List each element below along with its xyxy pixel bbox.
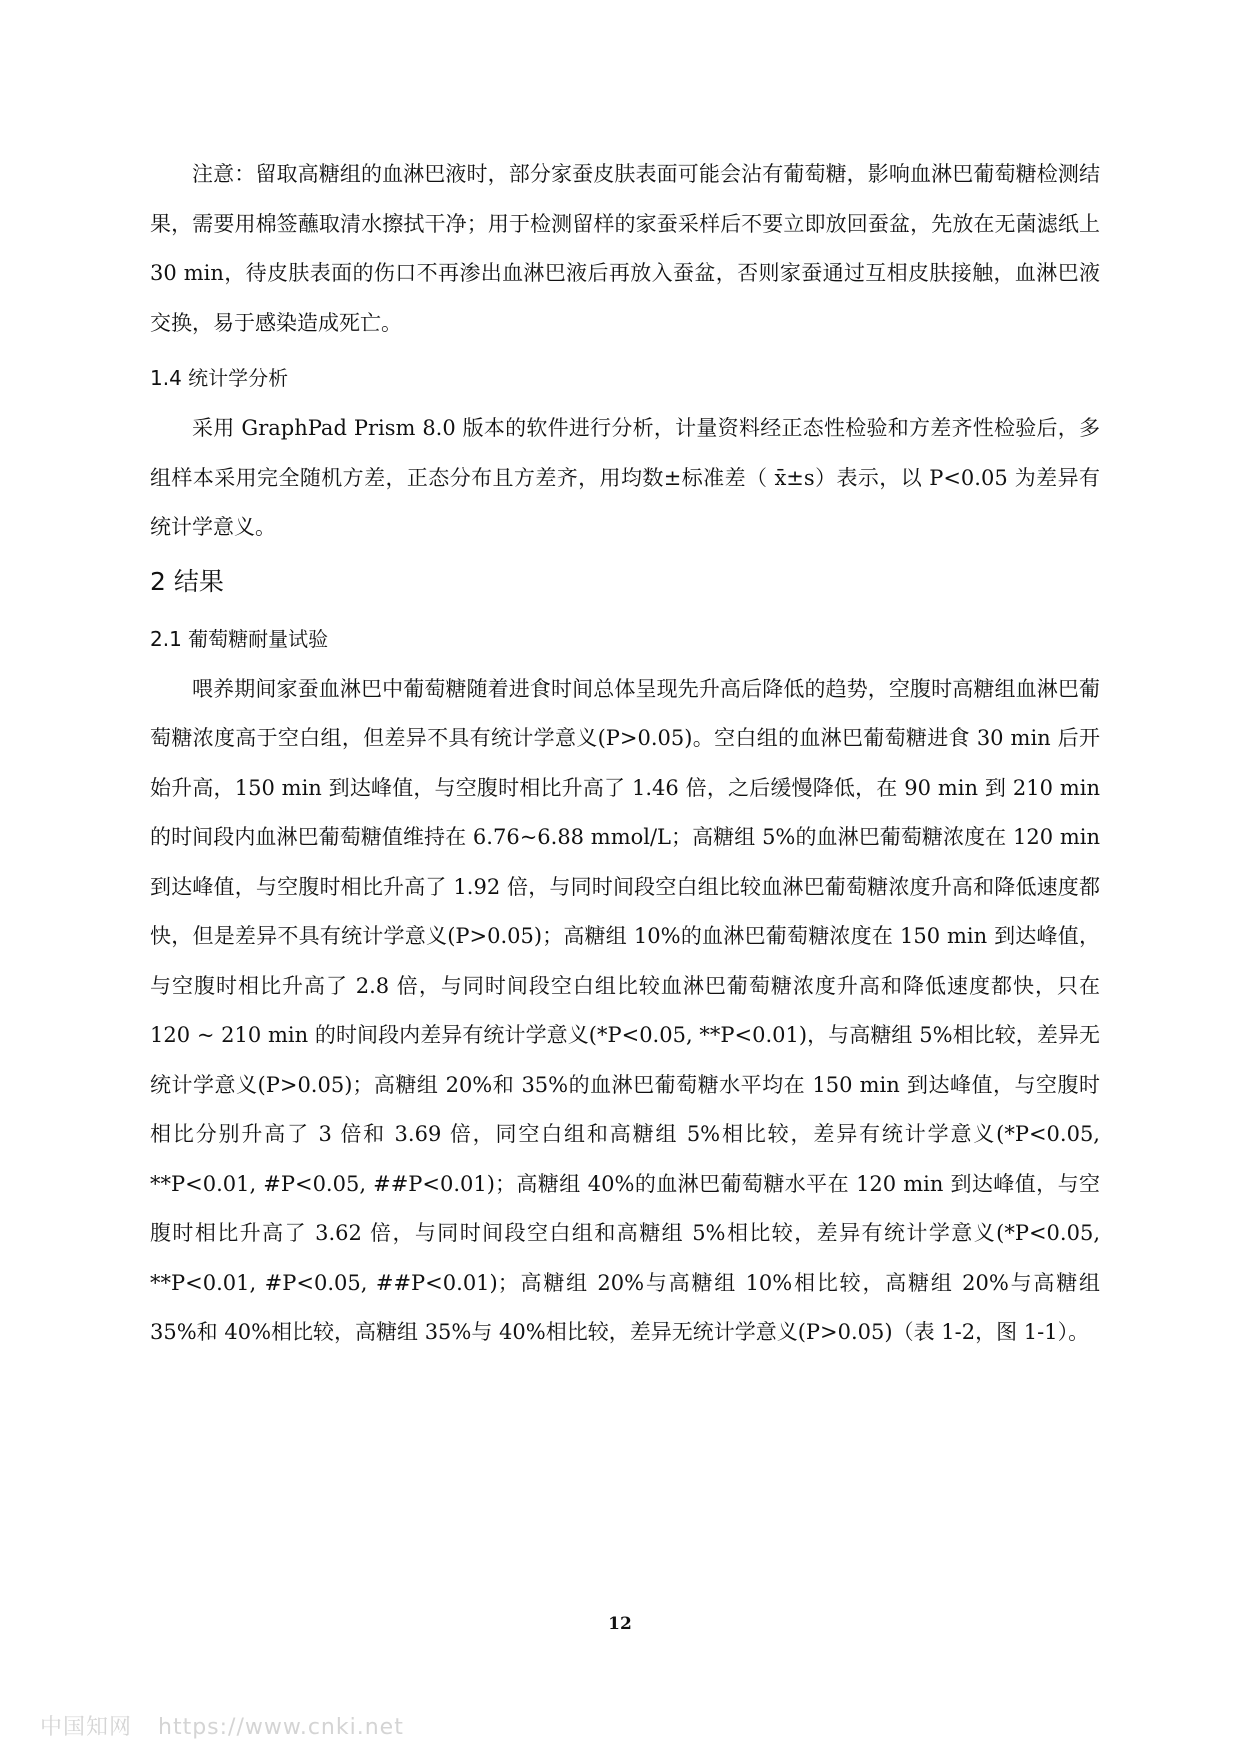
chapter-heading-results: 2 结果	[150, 566, 224, 596]
cnki-watermark	[40, 1710, 430, 1741]
watermark-url: https://www.cnki.net	[158, 1715, 404, 1740]
page-number: 12	[608, 1614, 632, 1634]
section-heading-glucose-tolerance: 2.1 葡萄糖耐量试验	[150, 626, 329, 651]
note-paragraph: 注意：留取高糖组的血淋巴液时，部分家蚕皮肤表面可能会沾有葡萄糖，影响血淋巴葡萄糖检测结果，需要用棉签蘸取清水擦拭干净；用于检测留样的家蚕采样后不要立即放回蚕盆，先放在无菌滤纸上 30 min，待皮肤表面的伤口不再渗出血淋巴液后再放入蚕盆，否则家蚕通过互相皮肤接触，血淋巴液交换，易于感染造成死亡。	[150, 162, 1100, 335]
statistics-paragraph: 采用 GraphPad Prism 8.0 版本的软件进行分析，计量资料经正态性检验和方差齐性检验后，多组样本采用完全随机方差，正态分布且方差齐，用均数±标准差（ x̄±s）表示，以 P<0.05 为差异有统计学意义。	[150, 416, 1100, 539]
section-heading-statistics: 1.4 统计学分析	[150, 366, 289, 390]
watermark-brand: 中国知网	[40, 1715, 133, 1740]
document-page	[150, 150, 1100, 1358]
glucose-tolerance-paragraph: 喂养期间家蚕血淋巴中葡萄糖随着进食时间总体呈现先升高后降低的趋势，空腹时高糖组血淋巴葡萄糖浓度高于空白组，但差异不具有统计学意义(P>0.05)。空白组的血淋巴葡萄糖进食 30 min 后开始升高，150 min 到达峰值，与空腹时相比升高了 1.46 倍，之后缓慢降低，在 90 min 到 210 min 的时间段内血淋巴葡萄糖值维持在 6.76~6.88 mmol/L；高糖组 5%的血淋巴葡萄糖浓度在 120 min 到达峰值，与空腹时相比升高了 1.92 倍，与同时间段空白组比较血淋巴葡萄糖浓度升高和降低速度都快，但是差异不具有统计学意义(P>0.05)；高糖组 10%的血淋巴葡萄糖浓度在 150 min 到达峰值，与空腹时相比升高了 2.8 倍，与同时间段空白组比较血淋巴葡萄糖浓度升高和降低速度都快，只在 120 ~ 210 min 的时间段内差异有统计学意义(*P<0.05, **P<0.01)，与高糖组 5%相比较，差异无统计学意义(P>0.05)；高糖组 20%和 35%的血淋巴葡萄糖水平均在 150 min 到达峰值，与空腹时相比分别升高了 3 倍和 3.69 倍，同空白组和高糖组 5%相比较，差异有统计学意义(*P<0.05, **P<0.01, #P<0.05, ##P<0.01)；高糖组 40%的血淋巴葡萄糖水平在 120 min 到达峰值，与空腹时相比升高了 3.62 倍，与同时间段空白组和高糖组 5%相比较，差异有统计学意义(*P<0.05, **P<0.01, #P<0.05, ##P<0.01)；高糖组 20%与高糖组 10%相比较，高糖组 20%与高糖组 35%和 40%相比较，高糖组 35%与 40%相比较，差异无统计学意义(P>0.05)（表 1-2，图 1-1）。	[150, 676, 1100, 1344]
